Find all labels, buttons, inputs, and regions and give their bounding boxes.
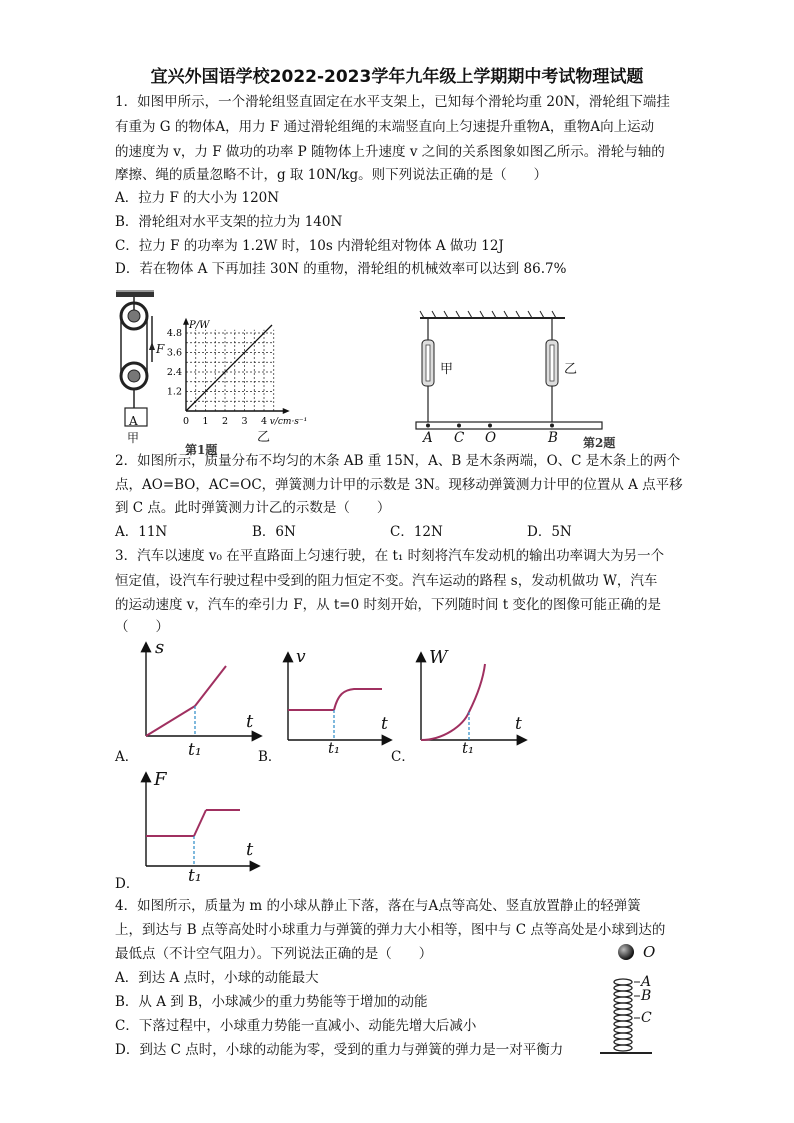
graph-b-ylabel: v bbox=[296, 647, 306, 667]
x-tick-label: 1 bbox=[202, 416, 209, 427]
spring-label-o: O bbox=[643, 943, 656, 961]
q2-line: 2．如图所示，质量分布不均匀的木条 AB 重 15N，A、B 是木条两端，O、C 是木条上的两个 bbox=[115, 453, 681, 469]
scale-jia-label: 甲 bbox=[440, 362, 454, 377]
graph-d-ylabel: F bbox=[154, 769, 167, 790]
q1-line: 1．如图甲所示，一个滑轮组竖直固定在水平支架上，已知每个滑轮均重 20N，滑轮组下端挂 bbox=[115, 94, 670, 110]
point-a-label: A bbox=[423, 430, 433, 446]
q2-option-b: B．6N bbox=[252, 524, 296, 540]
q2-option-d: D．5N bbox=[527, 524, 572, 540]
q4-option-b: B．从 A 到 B，小球减少的重力势能等于增加的动能 bbox=[115, 994, 428, 1010]
fig-jia-label: 甲 bbox=[127, 431, 140, 445]
graph-d-option: D． bbox=[115, 876, 140, 892]
q3-line: 恒定值，设汽车行驶过程中受到的阻力恒定不变。汽车运动的路程 s，发动机做功 W，汽车 bbox=[115, 573, 658, 589]
scale-yi-label: 乙 bbox=[564, 362, 578, 377]
q4-line: 上，到达与 B 点等高处时小球重力与弹簧的弹力大小相等，图中与 C 点等高处是小球到达的 bbox=[115, 922, 666, 938]
series-line bbox=[186, 325, 272, 411]
graph-a-ylabel: s bbox=[155, 637, 165, 658]
y-tick-label: 4.8 bbox=[166, 328, 182, 339]
x-axis-label: v/cm·s⁻¹ bbox=[269, 417, 308, 427]
q2-line: 点，AO=BO，AC=OC，弹簧测力计甲的示数是 3N。现移动弹簧测力计甲的位置从 A 点平移 bbox=[115, 477, 683, 493]
graph-c-option: C． bbox=[391, 749, 415, 765]
q1-option-a: A．拉力 F 的大小为 120N bbox=[115, 190, 280, 206]
q2-line: 到 C 点。此时弹簧测力计乙的示数是（ ） bbox=[115, 500, 391, 516]
q4-option-c: C．下落过程中，小球重力势能一直减小、动能先增大后减小 bbox=[115, 1018, 477, 1034]
graph-b-option: B． bbox=[258, 749, 282, 765]
q1-line: 摩擦、绳的质量忽略不计，g 取 10N/kg。则下列说法正确的是（ ） bbox=[115, 167, 548, 183]
fig2-caption: 第2题 bbox=[583, 436, 616, 450]
x-tick-label: 3 bbox=[241, 416, 248, 427]
point-o-label: O bbox=[485, 430, 497, 446]
graph-d-xlabel: t bbox=[246, 839, 254, 860]
spring-label-a: A bbox=[641, 974, 652, 990]
y-axis-label: P/W bbox=[189, 319, 210, 331]
graph-b-t1: t₁ bbox=[328, 739, 341, 757]
x-axis-arrow bbox=[283, 408, 290, 414]
point-b-label: B bbox=[548, 430, 558, 446]
q4-line: 4．如图所示，质量为 m 的小球从静止下落，落在与A点等高处、竖直放置静止的轻弹簧 bbox=[115, 898, 641, 914]
y-tick-label: 2.4 bbox=[166, 367, 182, 378]
fig1-caption: 第1题 bbox=[185, 443, 218, 457]
q4-line: 最低点（不计空气阻力）。下列说法正确的是（ ） bbox=[115, 946, 433, 962]
q4-option-a: A．到达 A 点时，小球的动能最大 bbox=[115, 970, 319, 986]
q3-line: 3．汽车以速度 v₀ 在平直路面上匀速行驶，在 t₁ 时刻将汽车发动机的输出功率调大为另一个 bbox=[115, 548, 665, 564]
y-tick-label: 3.6 bbox=[166, 347, 182, 359]
q3-line: 的运动速度 v，汽车的牵引力 F，从 t=0 时刻开始，下列随时间 t 变化的图像可能正确的是 bbox=[115, 597, 661, 613]
y-tick-label: 1.2 bbox=[166, 386, 182, 398]
graph-a-xlabel: t bbox=[246, 711, 254, 732]
q2-option-a: A．11N bbox=[115, 524, 168, 540]
q1-option-c: C．拉力 F 的功率为 1.2W 时，10s 内滑轮组对物体 A 做功 12J bbox=[115, 238, 504, 254]
page-title: 宜兴外国语学校2022-2023学年九年级上学期期中考试物理试题 bbox=[150, 67, 644, 87]
x-tick-label: 2 bbox=[221, 416, 229, 427]
graph-a-s-t bbox=[140, 637, 265, 765]
q1-option-d: D．若在物体 A 下再加挂 30N 的重物，滑轮组的机械效率可以达到 86.7% bbox=[115, 261, 567, 277]
spring-scale-figure bbox=[410, 310, 610, 450]
power-velocity-chart bbox=[150, 300, 340, 435]
q2-option-c: C．12N bbox=[390, 524, 443, 540]
graph-a-t1: t₁ bbox=[188, 740, 202, 760]
spring-label-c: C bbox=[641, 1010, 652, 1026]
q4-option-d: D．到达 C 点时，小球的动能为零，受到的重力与弹簧的弹力是一对平衡力 bbox=[115, 1042, 564, 1058]
spring-ball-figure bbox=[596, 940, 666, 1060]
force-label-f: F bbox=[156, 342, 165, 356]
fig-yi-label: 乙 bbox=[257, 430, 271, 445]
q1-option-b: B．滑轮组对水平支架的拉力为 140N bbox=[115, 214, 343, 230]
graph-c-ylabel: W bbox=[429, 647, 448, 668]
point-c-label: C bbox=[454, 430, 465, 446]
spring-label-b: B bbox=[641, 988, 652, 1004]
graph-d-t1: t₁ bbox=[188, 866, 202, 886]
graph-a-option: A． bbox=[115, 749, 139, 765]
weight-label-a: A bbox=[129, 414, 138, 428]
q1-line: 的速度为 v，力 F 做功的功率 P 随物体上升速度 v 之间的关系图象如图乙所示。滑轮与轴的 bbox=[115, 144, 665, 160]
x-tick-label: 4 bbox=[260, 416, 268, 427]
q1-line: 有重为 G 的物体A，用力 F 通过滑轮组绳的末端竖直向上匀速提升重物A，重物A向上运动 bbox=[115, 119, 655, 135]
q3-line: （ ） bbox=[115, 619, 169, 635]
x-tick-label: 0 bbox=[182, 416, 190, 427]
graph-c-xlabel: t bbox=[515, 714, 522, 734]
graph-c-t1: t₁ bbox=[462, 739, 475, 757]
graph-b-xlabel: t bbox=[381, 714, 388, 734]
